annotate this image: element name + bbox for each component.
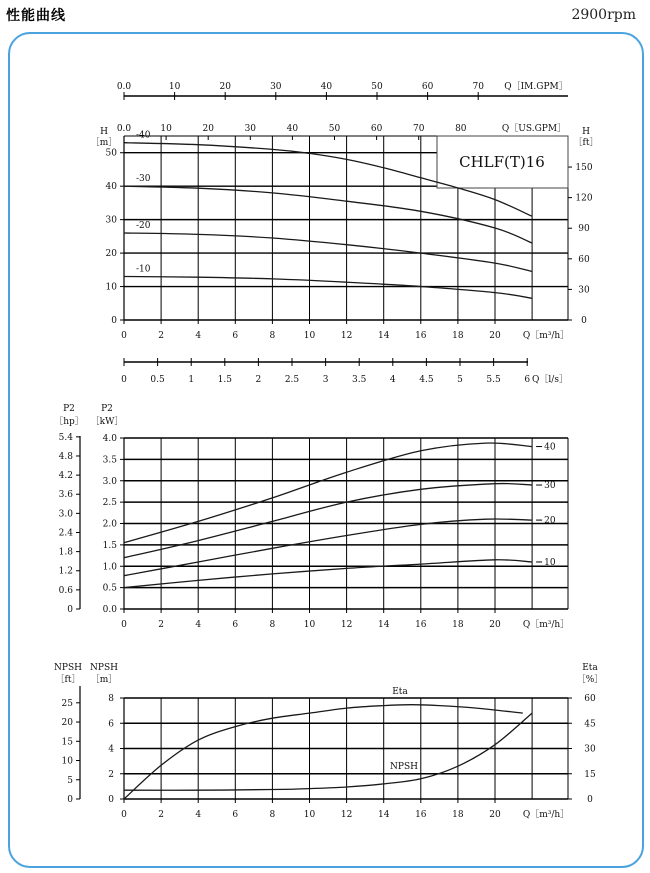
tick-label-eta: 0 [587,795,593,805]
speed-label: 2900rpm [571,7,636,23]
series-label-eta: Eta [392,687,408,697]
tick-label-im-gpm: 10 [168,82,181,92]
tick-label-q-m3h: 2 [158,331,164,341]
tick-label-q-m3h: 2 [158,810,164,820]
tick-label-us-gpm: 30 [244,124,257,134]
tick-label-im-gpm: 0.0 [116,82,132,92]
tick-label-l-s: 0.5 [150,375,165,385]
tick-label-eta: 60 [584,694,596,704]
tick-label-npsh-m: 4 [108,744,114,755]
axis-label-q-m3h: Q［m³/h］ [522,620,570,630]
tick-label-npsh-m: 8 [108,694,114,704]
tick-label-q-m3h: 6 [232,331,239,341]
tick-label-l-s: 3 [322,375,329,385]
series-label-power: 10 [544,557,556,568]
tick-label-us-gpm: 10 [160,124,172,134]
tick-label-q-m3h: 16 [415,810,427,820]
series-line-power-30 [124,484,532,558]
tick-label-p2-kw: 3.5 [102,455,117,466]
axis-label-us-gpm: Q［US.GPM］ [501,124,567,134]
tick-label-us-gpm: 80 [455,124,467,134]
tick-label-im-gpm: 40 [320,82,333,92]
tick-label-q-m3h: 12 [340,331,353,341]
tick-label-l-s: 3.5 [352,375,367,385]
tick-label-q-m3h: 8 [269,331,276,341]
tick-label-q-m3h: 4 [195,331,202,341]
tick-label-head-ft: 0 [581,316,587,326]
tick-label-us-gpm: 70 [412,124,425,134]
axis-label-q-m3h: Q［m³/h］ [522,331,570,341]
series-label-head: -20 [136,221,151,232]
chart-title: CHLF(T)16 [459,153,545,171]
tick-label-l-s: 6 [524,375,531,385]
tick-label-q-m3h: 20 [489,331,501,341]
tick-label-q-m3h: 12 [340,810,353,820]
tick-label-p2-hp: 3.6 [58,490,73,501]
tick-label-npsh-ft: 5 [67,775,73,786]
axis-label-head-ft-unit: ［ft］ [573,138,599,148]
tick-label-head-ft: 120 [575,193,593,204]
axis-label-npsh-ft: NPSH [54,663,82,673]
tick-label-npsh-m: 0 [108,795,114,805]
series-line-power-40 [124,443,532,543]
tick-label-head-m: 40 [105,182,117,193]
tick-label-head-ft: 60 [578,254,590,265]
tick-label-q-m3h: 14 [377,620,390,630]
series-line-head-20 [124,233,532,272]
tick-label-npsh-ft: 15 [61,737,73,748]
tick-label-q-m3h: 16 [415,620,427,630]
tick-label-q-m3h: 8 [269,810,276,820]
axis-label-im-gpm: Q［IM.GPM］ [504,82,568,92]
tick-label-eta: 15 [584,769,596,780]
axis-label-q-m3h: Q［m³/h］ [522,810,570,820]
tick-label-head-m: 20 [105,249,117,260]
series-label-head: -10 [136,264,151,275]
axis-label-npsh-m-unit: ［m］ [90,675,118,685]
tick-label-head-m: 0 [111,316,117,326]
tick-label-p2-kw: 1.5 [102,540,117,551]
series-label-power: 40 [544,442,556,453]
tick-label-q-m3h: 14 [377,331,390,341]
tick-label-p2-hp: 3.0 [58,509,73,520]
series-line-head-10 [124,277,532,299]
tick-label-q-m3h: 2 [158,620,164,630]
tick-label-im-gpm: 50 [371,82,383,92]
tick-label-q-m3h: 8 [269,620,276,630]
tick-label-q-m3h: 10 [303,620,316,630]
tick-label-p2-kw: 2.0 [102,519,117,530]
tick-label-q-m3h: 16 [415,331,427,341]
tick-label-q-m3h: 4 [195,620,202,630]
tick-label-p2-kw: 1.0 [102,562,117,573]
tick-label-npsh-ft: 25 [61,698,73,709]
tick-label-q-m3h: 4 [195,810,202,820]
axis-label-head-m: H [100,127,108,137]
tick-label-us-gpm: 40 [286,124,299,134]
tick-label-head-m: 10 [105,282,117,293]
tick-label-p2-hp: 4.2 [58,471,73,482]
tick-label-q-m3h: 14 [377,810,390,820]
axis-label-eta-unit: ［%］ [576,675,604,685]
tick-label-head-ft: 30 [578,285,590,296]
tick-label-q-m3h: 6 [232,810,239,820]
tick-label-p2-kw: 2.5 [102,498,117,509]
tick-label-npsh-ft: 0 [67,795,73,805]
tick-label-p2-hp: 5.4 [58,432,73,443]
tick-label-q-m3h: 18 [452,620,464,630]
tick-label-p2-hp: 4.8 [58,451,73,462]
axis-label-l-s: Q［l/s］ [532,375,568,385]
tick-label-head-ft: 90 [578,224,590,235]
tick-label-im-gpm: 30 [270,82,282,92]
tick-label-head-m: 30 [105,215,117,226]
tick-label-q-m3h: 18 [452,810,464,820]
tick-label-l-s: 2 [255,375,262,385]
tick-label-l-s: 2.5 [284,375,300,385]
tick-label-l-s: 5.5 [486,375,501,385]
tick-label-us-gpm: 50 [328,124,341,134]
tick-label-eta: 45 [584,719,596,730]
tick-label-us-gpm: 60 [370,124,383,134]
tick-label-q-m3h: 18 [452,331,464,341]
tick-label-p2-kw: 0.5 [102,583,117,594]
tick-label-p2-hp: 2.4 [58,528,73,539]
tick-label-npsh-m: 6 [108,719,114,730]
tick-label-im-gpm: 20 [219,82,231,92]
tick-label-p2-hp: 1.2 [58,566,73,577]
tick-label-q-m3h: 20 [489,620,501,630]
axis-label-npsh-m: NPSH [90,663,118,673]
tick-label-npsh-m: 2 [108,769,114,780]
tick-label-im-gpm: 60 [421,82,434,92]
tick-label-p2-hp: 0 [67,605,73,615]
axis-label-npsh-ft-unit: ［ft］ [55,675,81,685]
axis-label-p2-hp: P2 [63,404,75,414]
tick-label-eta: 30 [584,744,596,755]
tick-label-l-s: 5 [457,375,463,385]
axis-label-head-m-unit: ［m］ [90,138,118,148]
tick-label-l-s: 0 [121,375,127,385]
series-label-head: -30 [136,174,151,185]
tick-label-q-m3h: 12 [340,620,353,630]
axis-label-head-ft: H [582,127,590,137]
tick-label-us-gpm: 0.0 [116,124,132,134]
tick-label-l-s: 4 [389,375,396,385]
tick-label-p2-hp: 0.6 [58,585,73,596]
tick-label-p2-kw: 3.0 [102,476,117,487]
tick-label-us-gpm: 20 [202,124,214,134]
series-line-power-20 [124,519,532,576]
tick-label-l-s: 4.5 [419,375,434,385]
axis-label-p2-hp-unit: ［hp］ [54,417,84,427]
tick-label-head-ft: 150 [575,163,593,174]
tick-label-p2-kw: 0.0 [102,605,117,615]
tick-label-im-gpm: 70 [472,82,484,92]
series-label-power: 30 [544,481,556,492]
tick-label-q-m3h: 6 [232,620,239,630]
tick-label-npsh-ft: 10 [61,756,73,767]
axis-label-eta: Eta [582,663,598,673]
series-line-npsh [124,713,532,790]
axis-label-p2-kw-unit: ［kW］ [90,417,124,427]
page-title: 性能曲线 [6,8,66,24]
tick-label-q-m3h: 20 [489,810,501,820]
tick-label-head-m: 50 [105,148,117,159]
tick-label-q-m3h: 10 [303,331,316,341]
tick-label-q-m3h: 0 [121,810,127,820]
tick-label-p2-hp: 1.8 [58,547,73,558]
series-label-npsh: NPSH [390,762,418,772]
tick-label-q-m3h: 10 [303,810,316,820]
tick-label-l-s: 1 [188,375,195,385]
tick-label-l-s: 1.5 [217,375,232,385]
tick-label-q-m3h: 0 [121,331,127,341]
series-label-power: 20 [544,516,556,527]
series-line-eta [124,705,523,799]
tick-label-npsh-ft: 20 [61,718,73,729]
tick-label-q-m3h: 0 [121,620,127,630]
tick-label-p2-kw: 4.0 [102,434,117,444]
axis-label-p2-kw: P2 [101,404,113,414]
series-label-head: -40 [136,130,151,141]
